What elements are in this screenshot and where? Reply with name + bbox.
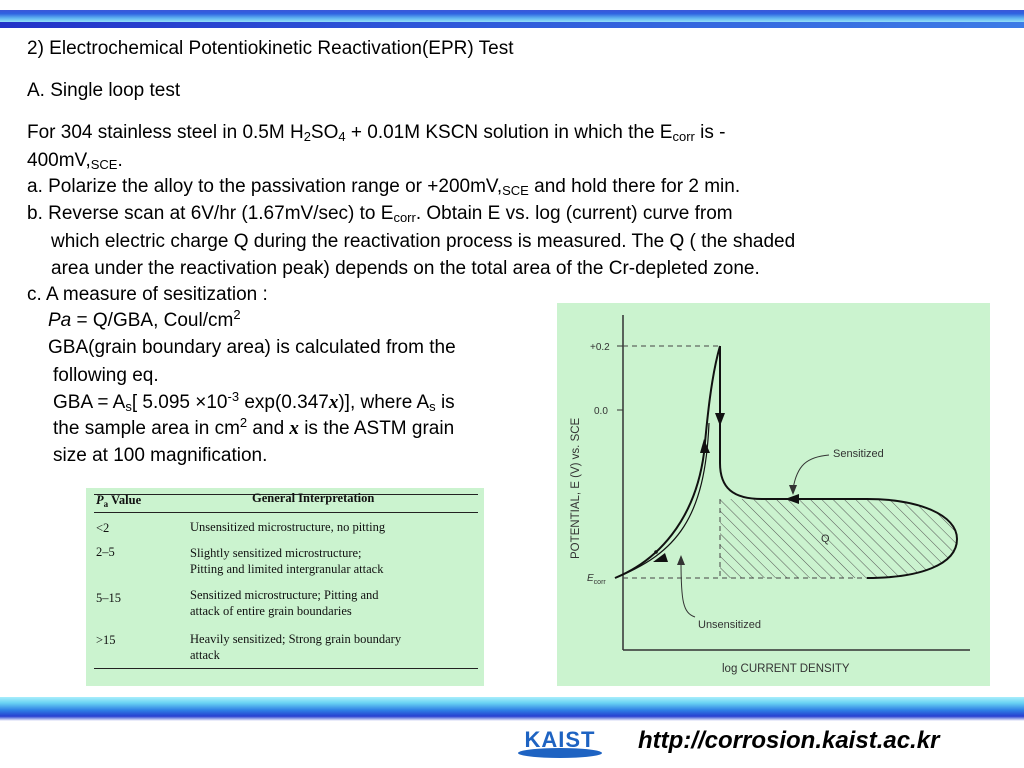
ytick-label: 0.0 xyxy=(594,406,608,417)
table-row-text: Unsensitized microstructure, no pitting xyxy=(190,520,386,534)
step-c-title: c. A measure of sesitization : xyxy=(27,284,268,305)
table-header-pa-value: $P_a$ Value xyxy=(96,493,142,509)
step-b-line-2: which electric charge Q during the reactivation process is measured. The Q ( the shaded xyxy=(51,231,796,252)
bottom-decor-band xyxy=(0,697,1024,721)
footer-url-link[interactable]: http://corrosion.kaist.ac.kr xyxy=(638,727,940,754)
unsensitized-leader xyxy=(681,561,695,617)
x-axis-label: log CURRENT DENSITY xyxy=(722,663,850,675)
series-label: Sensitized xyxy=(833,448,884,460)
table-row-text: Pitting and limited intergranular attack xyxy=(190,562,384,576)
table-header-rule xyxy=(94,512,478,513)
arrow-return xyxy=(653,553,668,562)
table-row-text: attack xyxy=(190,648,220,662)
table-row-value: >15 xyxy=(96,633,116,647)
subheading: A. Single loop test xyxy=(27,80,181,101)
table-row-text: attack of entire grain boundaries xyxy=(190,604,352,618)
gba-line-6: size at 100 magnification. xyxy=(53,445,268,466)
intro-line-2: $400mV,_{SCE}$. xyxy=(27,150,123,172)
arrow-down xyxy=(715,413,725,426)
pa-interpretation-table xyxy=(86,488,484,686)
q-shaded-area xyxy=(720,499,957,578)
y-axis-label: POTENTIAL, E (V) vs. SCE xyxy=(570,417,582,559)
kaist-logo xyxy=(514,725,610,759)
curve-unsensitized xyxy=(615,423,709,578)
table-row-text: Sensitized microstructure; Pitting and xyxy=(190,588,379,602)
gba-line-5: the sample area in $cm^2$ and x is the ASTM grain xyxy=(53,415,455,439)
step-b-line-1: b. Reverse scan at 6V/hr (1.67mV/sec) to $E_{corr}$. Obtain E vs. log (current) curve from xyxy=(27,203,733,225)
marker-dot xyxy=(654,550,658,554)
top-decor-band xyxy=(0,10,1024,28)
sensitized-leader xyxy=(793,455,829,489)
series-label: Unsensitized xyxy=(698,619,761,631)
svg-text:KAIST: KAIST xyxy=(524,727,596,752)
table-row-text: Slightly sensitized microstructure; xyxy=(190,546,362,560)
table-row-value: <2 xyxy=(96,521,110,535)
step-b-line-3: area under the reactivation peak) depends on the total area of the Cr-depleted zone. xyxy=(51,258,760,279)
ytick-label: +0.2 xyxy=(590,342,610,353)
curve-forward-up xyxy=(615,346,720,578)
ecorr-label: $E_{corr}$ xyxy=(587,573,606,586)
gba-equation: GBA = $A_s$[ $5.095 \times 10^{-3}$ exp(0.347x)], where $A_s$ is xyxy=(53,389,455,414)
gba-line-1: GBA(grain boundary area) is calculated from the xyxy=(48,337,456,358)
table-row-text: Heavily sensitized; Strong grain boundary xyxy=(190,632,402,646)
epr-chart-svg xyxy=(557,303,990,686)
q-label: Q xyxy=(821,533,830,545)
epr-chart xyxy=(557,303,990,686)
heading: 2) Electrochemical Potentiokinetic Reactivation(EPR) Test xyxy=(27,38,514,59)
table-header-interpretation: General Interpretation xyxy=(252,491,375,505)
pa-equation: Pa = Q/GBA, Coul/$cm^2$ xyxy=(48,307,241,331)
table-row-value: 5–15 xyxy=(96,591,121,605)
sensitized-leader-head xyxy=(789,485,797,495)
step-a: a. Polarize the alloy to the passivation range or $+200mV,_{SCE}$ and hold there for 2 min. xyxy=(27,176,741,198)
table-bottom-rule xyxy=(94,668,478,669)
unsensitized-leader-head xyxy=(677,555,685,565)
intro-line-1: For 304 stainless steel in 0.5M $H_2SO_4 + 0.01M$ KSCN solution in which the $E_{corr}$ is - xyxy=(27,122,726,144)
table-row-value: 2–5 xyxy=(96,545,115,559)
gba-line-2: following eq. xyxy=(53,365,159,386)
